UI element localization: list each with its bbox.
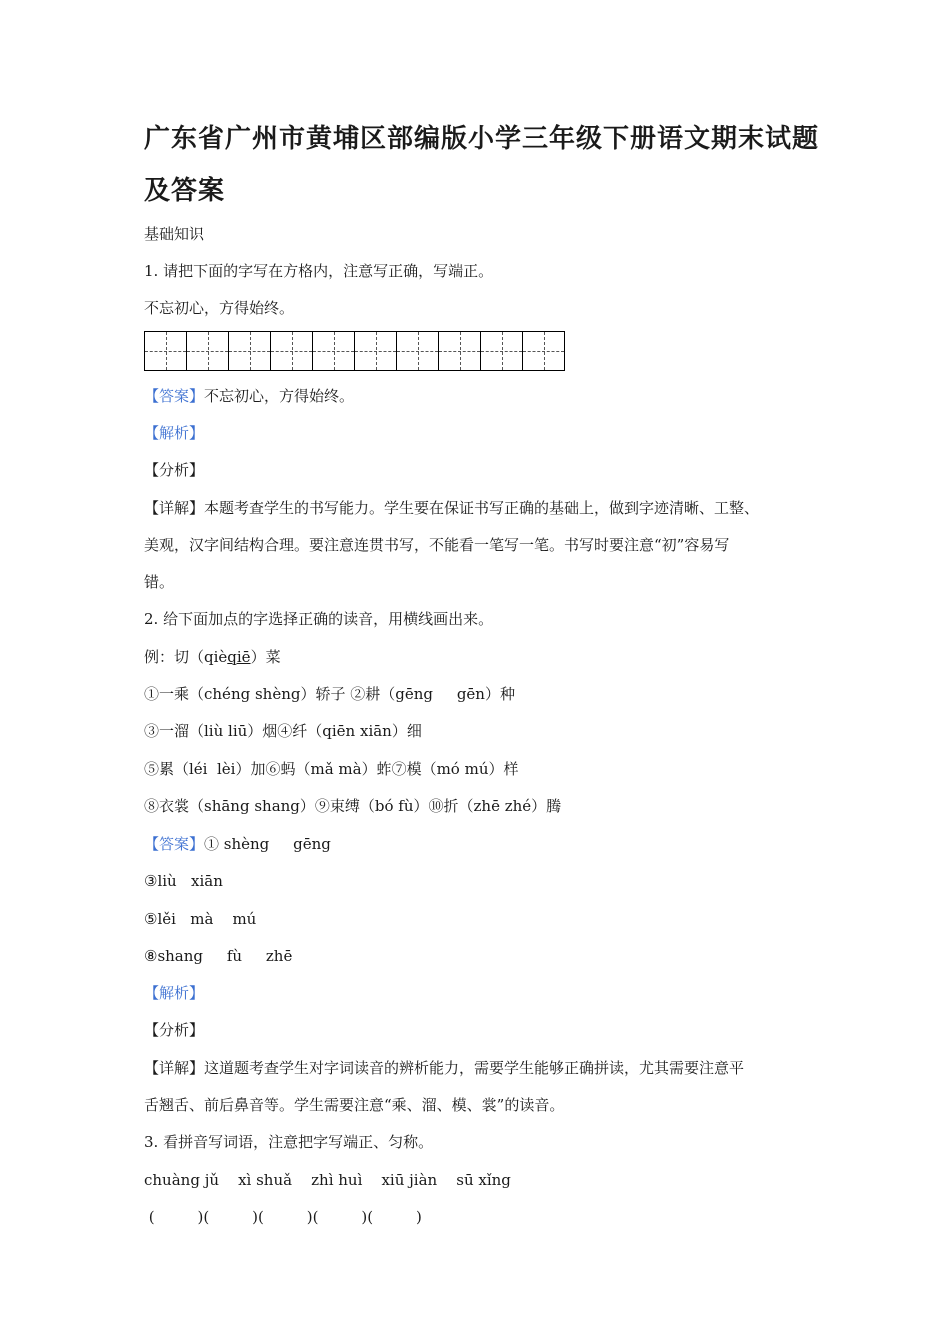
detail-text: 这道题考查学生对字词读音的辨析能力，需要学生能够正确拼读，尤其需要注意平 <box>204 1059 745 1077</box>
q3-blanks: ( )( )( )( )( ) <box>144 1208 422 1226</box>
section-heading: 基础知识 <box>144 225 205 243</box>
grid-cell <box>187 332 229 370</box>
example-pre: 例：切（qiè <box>144 648 228 666</box>
q2-answer <box>144 834 331 854</box>
grid-cell <box>481 332 523 370</box>
detail-tag: 【详解】 <box>144 1059 205 1077</box>
detail-text: 本题考查学生的书写能力。学生要在保证书写正确的基础上，做到字迹清晰、工整、 <box>204 499 760 517</box>
q1-fenxi: 【分析】 <box>144 461 205 479</box>
q1-detail-2: 美观，汉字间结构合理。要注意连贯书写，不能看一笔写一笔。书写时要注意“初”容易写 <box>144 536 730 554</box>
grid-cell <box>313 332 355 370</box>
answer-text: ① shèng gēng <box>204 835 331 853</box>
grid-cell <box>145 332 187 370</box>
grid-cell <box>439 332 481 370</box>
q1-jiexi: 【解析】 <box>144 424 205 442</box>
detail-tag: 【详解】 <box>144 499 205 517</box>
q2-fenxi: 【分析】 <box>144 1021 205 1039</box>
example-post: ）菜 <box>250 648 281 666</box>
q2-answer-3: ⑤lěi mà mú <box>144 910 257 928</box>
grid-cell <box>523 332 564 370</box>
answer-tag: 【答案】 <box>144 387 205 405</box>
q1-answer <box>144 386 354 406</box>
q1-detail-3: 错。 <box>144 573 175 591</box>
answer-tag: 【答案】 <box>144 835 205 853</box>
grid-cell <box>229 332 271 370</box>
q2-line-3: ⑤累（léi lèi）加⑥蚂（mǎ mà）蚱⑦模（mó mú）样 <box>144 760 519 778</box>
q2-detail-1 <box>144 1058 744 1078</box>
q2-detail-2: 舌翘舌、前后鼻音等。学生需要注意“乘、溜、模、裳”的读音。 <box>144 1096 565 1114</box>
answer-text: 不忘初心，方得始终。 <box>204 387 355 405</box>
q3-pinyin: chuàng jǔ xì shuǎ zhì huì xiū jiàn sū xǐng <box>144 1171 511 1189</box>
q1-text: 不忘初心，方得始终。 <box>144 299 295 317</box>
q2-line-4: ⑧衣裳（shāng shang）⑨束缚（bó fù）⑩折（zhē zhé）腾 <box>144 797 562 815</box>
q2-line-2: ③一溜（liù liū）烟④纤（qiēn xiān）细 <box>144 722 422 740</box>
q2-answer-4: ⑧shang fù zhē <box>144 947 293 965</box>
q2-answer-2: ③liù xiān <box>144 872 223 890</box>
q1-prompt: 1. 请把下面的字写在方格内，注意写正确，写端正。 <box>144 262 494 280</box>
example-underlined: qiē <box>227 648 251 666</box>
grid-cell <box>397 332 439 370</box>
page-title-line2: 及答案 <box>144 176 226 206</box>
q2-jiexi: 【解析】 <box>144 984 205 1002</box>
q2-example <box>144 647 281 667</box>
q1-detail-1 <box>144 498 759 518</box>
grid-cell <box>271 332 313 370</box>
page-title-line1: 广东省广州市黄埔区部编版小学三年级下册语文期末试题 <box>144 124 820 154</box>
q3-prompt: 3. 看拼音写词语，注意把字写端正、匀称。 <box>144 1133 434 1151</box>
q2-prompt: 2. 给下面加点的字选择正确的读音，用横线画出来。 <box>144 610 494 628</box>
q2-line-1: ①一乘（chéng shèng）轿子 ②耕（gēng gēn）种 <box>144 685 515 703</box>
grid-cell <box>355 332 397 370</box>
writing-grid <box>144 331 565 371</box>
